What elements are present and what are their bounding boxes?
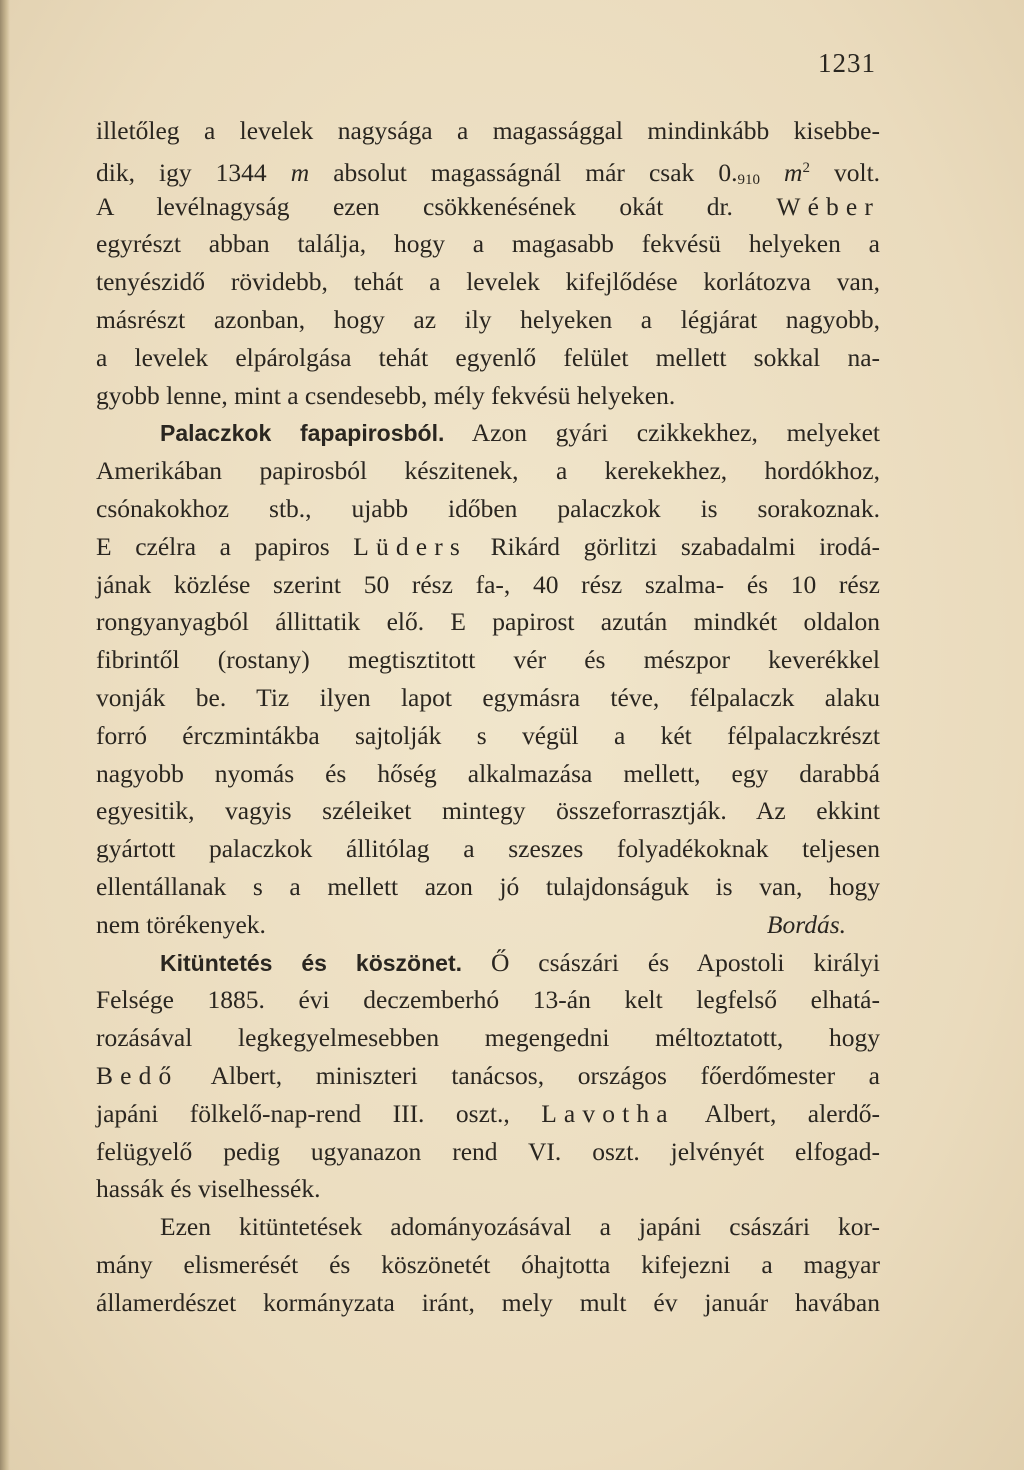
text-line: E czélra a papiros Lüders Rikárd görlitzi szabadalmi irodá- — [96, 531, 881, 561]
text-line: mány elismerését és köszönetét óhajtotta kifejezni a magyar — [96, 1249, 880, 1279]
text-line: jának közlése szerint 50 rész fa-, 40 rész szalma- és 10 rész — [96, 569, 880, 599]
text-line: ellentállanak s a mellett azon jó tulajdonságuk is van, hogy — [96, 871, 880, 901]
text-line: másrészt azonban, hogy az ily helyeken a légjárat nagyobb, — [96, 304, 880, 334]
section-heading: Kitüntetés és köszönet. — [160, 949, 462, 976]
text-line: Kitüntetés és köszönet. Ő császári és Apostoli királyi — [160, 947, 881, 977]
text-line: forró érczmintákba sajtolják s végül a két félpalaczkrészt — [96, 720, 880, 750]
text-line: dik, igy 1344 m absolut magasságnál már csak $0._{910}$ $m^2$ volt. — [96, 157, 881, 188]
text-block — [96, 112, 880, 1322]
person-name: Wéber — [776, 191, 881, 221]
text-line: hassák és viselhessék. — [96, 1174, 321, 1204]
text-line: államerdészet kormányzata iránt, mely mult év január havában — [96, 1287, 880, 1317]
text-line: csónakokhoz stb., ujabb időben palaczkok is sorakoznak. — [96, 493, 880, 523]
person-name: Lavotha — [541, 1098, 675, 1128]
text-line: illetőleg a levelek nagysága a magassággal mindinkább kisebbe- — [96, 116, 880, 145]
page-number: 1231 — [818, 48, 876, 78]
text-line: gyártott palaczkok állitólag a szeszes folyadékoknak teljesen — [96, 834, 880, 864]
text-line: nem törékenyek. Bordás. — [96, 906, 880, 944]
text-line: gyobb lenne, mint a csendesebb, mély fekvésü helyeken. — [96, 380, 676, 410]
text-line: A levélnagyság ezen csökkenésének okát dr. Wéber — [96, 191, 881, 221]
section-heading: Palaczkok fapapirosból. — [160, 420, 445, 447]
text-line: rozásával legkegyelmesebben megengedni méltoztatott, hogy — [96, 1023, 880, 1053]
person-name: Bedő — [96, 1060, 179, 1090]
text-line: rongyanyagból állittatik elő. E papirost azután mindkét oldalon — [96, 607, 880, 637]
text-line: felügyelő pedig ugyanazon rend VI. oszt. jelvényét elfogad- — [96, 1136, 880, 1166]
text-line: Amerikában papirosból készitenek, a kerekekhez, hordókhoz, — [96, 456, 880, 486]
text-line: Palaczkok fapapirosból. Azon gyári czikkekhez, melyeket — [160, 418, 881, 448]
text-line: a levelek elpárolgása tehát egyenlő felület mellett sokkal na- — [96, 342, 880, 372]
text-line: Ezen kitüntetések adományozásával a japáni császári kor- — [160, 1212, 880, 1242]
text-line: egyesitik, vagyis széleiket mintegy összeforrasztják. Az ekkint — [96, 796, 880, 826]
person-name: Lüders — [353, 531, 467, 561]
text-line: fibrintől (rostany) megtisztitott vér és mészpor keverékkel — [96, 645, 880, 675]
text-line: japáni fölkelő-nap-rend III. oszt., Lavotha Albert, alerdő- — [96, 1098, 880, 1128]
page-spine-shadow — [0, 0, 10, 1470]
text-line: Bedő Albert, miniszteri tanácsos, országos főerdőmester a — [96, 1060, 881, 1090]
text-line: egyrészt abban találja, hogy a magasabb fekvésü helyeken a — [96, 229, 880, 259]
author-signature: Bordás. — [766, 909, 846, 939]
text-line: Felsége 1885. évi deczemberhó 13-án kelt legfelső elhatá- — [96, 985, 880, 1015]
text-line: tenyészidő rövidebb, tehát a levelek kifejlődése korlátozva van, — [96, 267, 880, 297]
text-line: vonják be. Tiz ilyen lapot egymásra téve, félpalaczk alaku — [96, 682, 880, 712]
text-line: nagyobb nyomás és hőség alkalmazása mellett, egy darabbá — [96, 758, 880, 788]
